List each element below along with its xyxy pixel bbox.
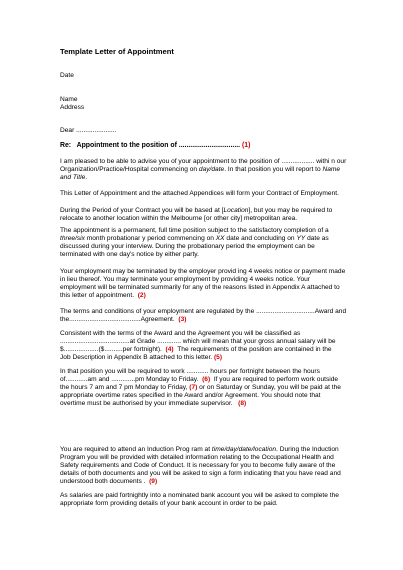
subject-line [60, 142, 250, 150]
paragraph-appointment: I am pleased to be able to advise you of your appointment to the position of .................. withi n our Organization/Practice/Hospital commencing on day/date. In that position you will report to Name and Title. [60, 158, 347, 182]
ref-marker-4: (4) [165, 346, 174, 354]
paragraph-award: The terms and conditions of your employment are regulated by the ................................Award and the.......................................Agreement. (3) [60, 308, 347, 324]
paragraph-hours: In that position you will be required to work ............ hours per fortnight between the hours of............am and .............pm Monday to Friday. (6) If you are required to perform work outside the hours 7 am and 7 pm Monday to Friday, (7) or on Saturday or Sunday, you will be paid at the appropriate overtime rates specified in the Award and/or Agreement. You should note that overtime must be authorised by your immediate supervisor. (8) [60, 368, 341, 408]
ref-marker-7: (7) [189, 384, 198, 392]
paragraph-contract: This Letter of Appointment and the attached Appendices will form your Contract of Employment. [60, 190, 339, 197]
document-title: Template Letter of Appointment [60, 47, 174, 56]
ref-marker-8: (8) [238, 400, 247, 408]
paragraph-probation: The appointment is a permanent, full time position subject to the satisfactory completion of a three/six month probationar y period commencing on XX date and concluding on YY date as discussed during your interview. During the probationary period the employment can be terminated with one day's notice by either party. [60, 227, 329, 259]
address-line: Address [60, 104, 85, 111]
name-line: Name [60, 96, 78, 103]
ref-marker-6: (6) [202, 376, 211, 384]
paragraph-termination: Your employment may be terminated by the employer provid ing 4 weeks notice or payment made in lieu thereof. You may terminate your employment by providing 4 weeks notice. Your employment will be terminated summarily for any of the reasons listed in Appendix A attached to this letter of appointment. (2) [60, 268, 346, 300]
subject-label: Re: [60, 142, 72, 149]
ref-marker-9: (9) [149, 478, 158, 486]
ref-marker-2: (2) [137, 292, 146, 300]
date-line: Date [60, 72, 74, 79]
ref-marker-3: (3) [178, 316, 187, 324]
paragraph-salary-payment: As salaries are paid fortnightly into a nominated bank account you will be asked to complete the appropriate form providing details of your bank account in order to be paid. [60, 492, 339, 508]
ref-marker-5: (5) [213, 354, 223, 362]
paragraph-classification: Consistent with the terms of the Award and the Agreement you will be classified as ......................................at Grade ............. which will mean that your gross annual salary will be $...................($..........per fortnight). (4) The requirements of the position are contained in the Job Description in Appendix B attached to this letter. (5) [60, 330, 336, 362]
paragraph-location: During the Period of your Contract you will be based at [Location], but you may be required to relocate to another location within the Melbourne [or other city] metropolitan area. [60, 207, 333, 223]
subject-text: Appointment to the position of ................................ [76, 142, 241, 149]
ref-marker-1: (1) [242, 142, 251, 149]
salutation-line: Dear ...................... [60, 127, 117, 134]
paragraph-induction: You are required to attend an Induction Prog ram at time/day/date/location. During the Induction Program you will be provided with detailed information relating to the Occupational Health and Safety requirements and Code of Conduct. It is necessary for you to become fully aware of the details of both documents and you will be asked to sign a form indicating that you have read and understood both documents . (9) [60, 446, 341, 486]
